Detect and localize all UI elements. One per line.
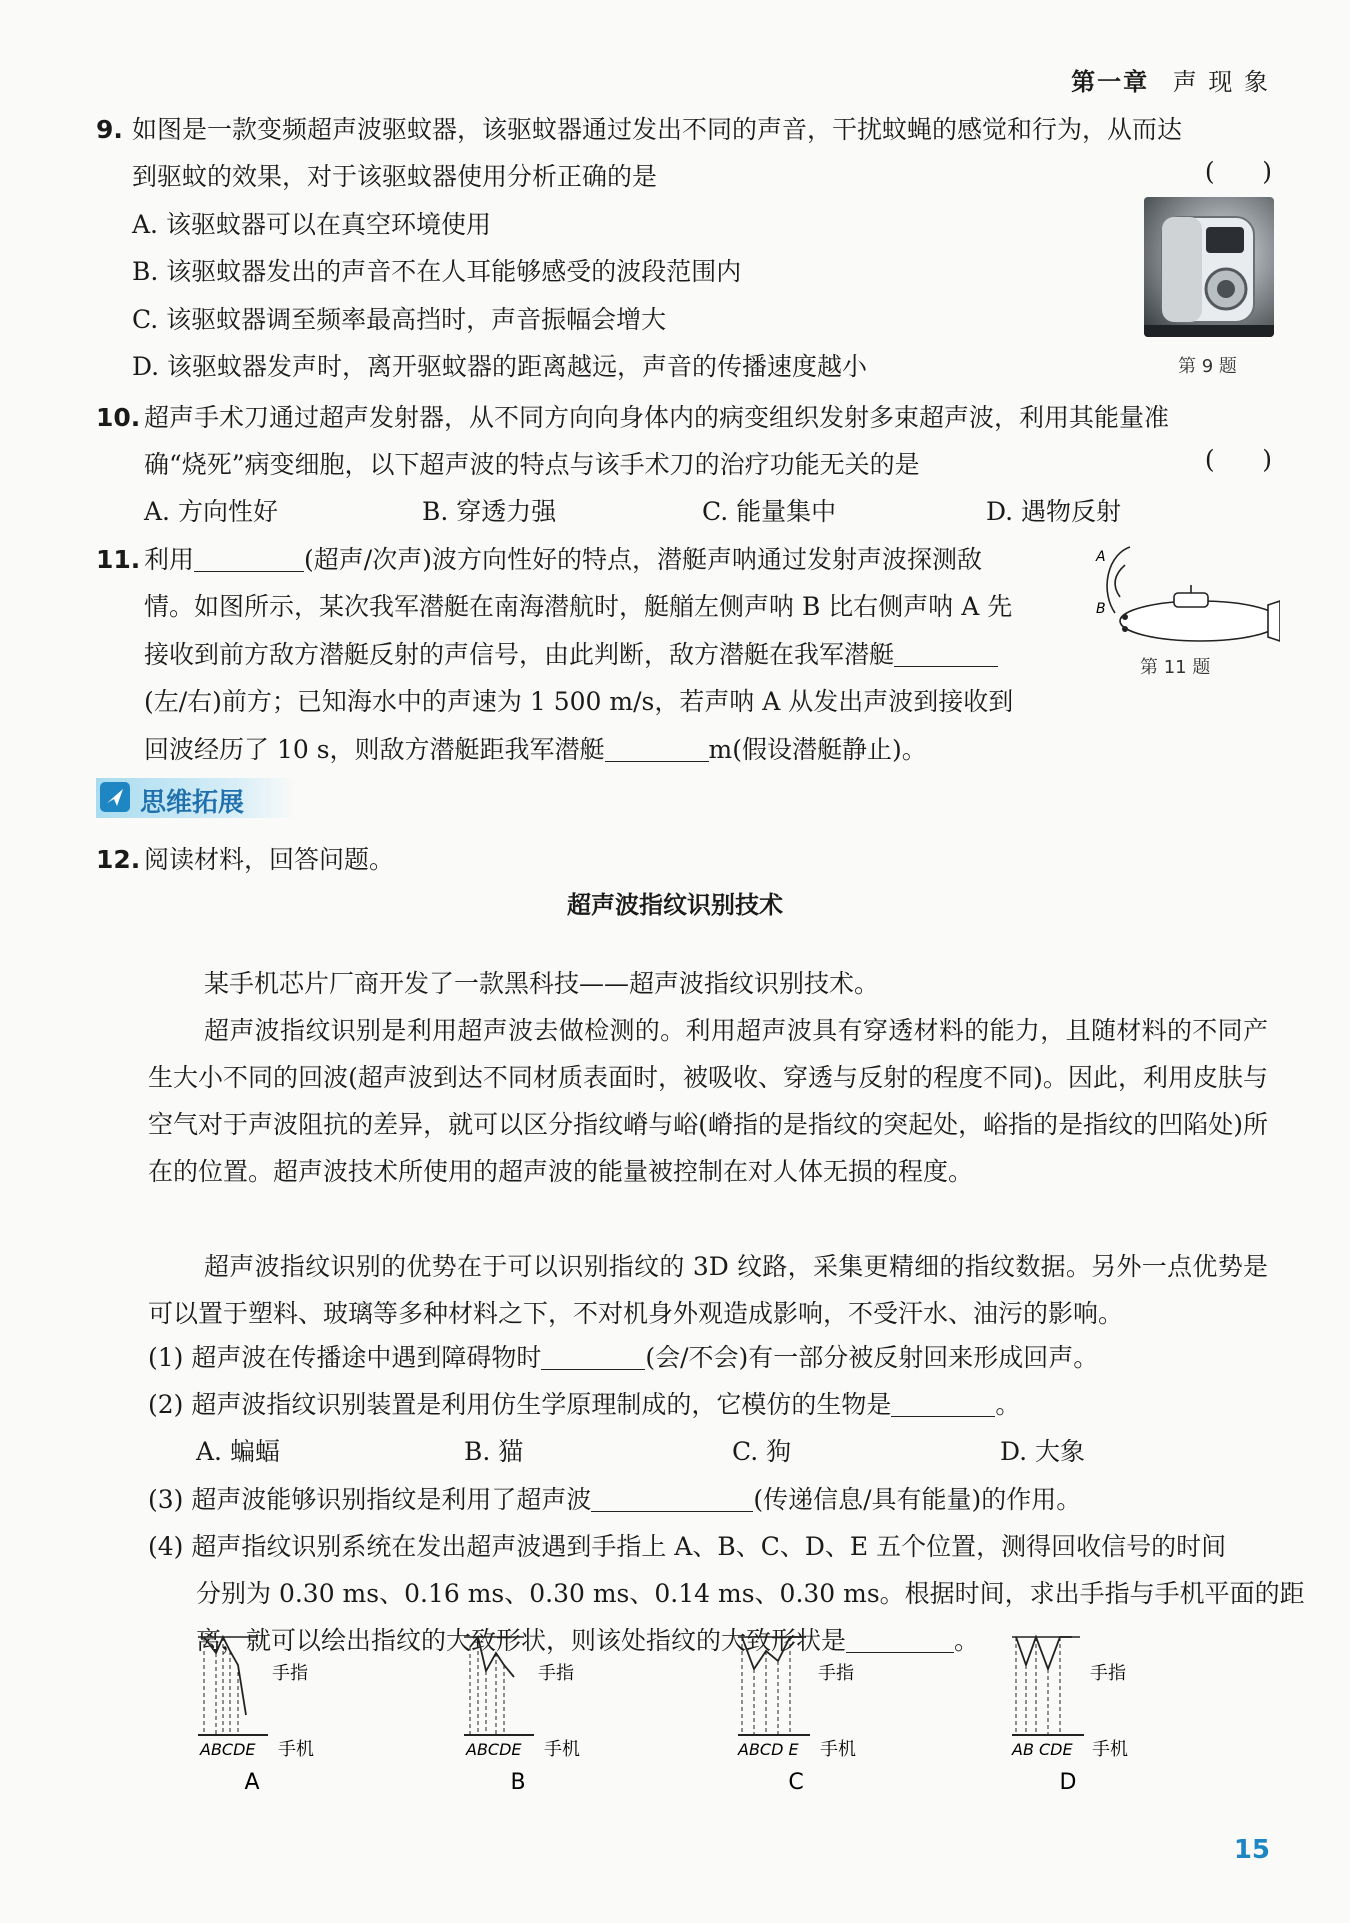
figure-b-option-letter: B (510, 1770, 526, 1795)
section-title: 思维拓展 (140, 788, 245, 818)
q12-intro-text: 阅读材料，回答问题。 (144, 845, 395, 874)
q12-sub2-option-c: C. 狗 (732, 1437, 792, 1466)
sonar-label-b: B (1096, 601, 1106, 617)
q12-intro (96, 840, 394, 876)
q9-line2: 到驱蚊的效果，对于该驱蚊器使用分析正确的是 (132, 162, 658, 191)
q10-number: 10. (96, 403, 141, 432)
q12-sub1-text-a: (1) 超声波在传播途中遇到障碍物时 (148, 1343, 542, 1372)
chapter-title: 声 现 象 (1172, 68, 1270, 96)
q9-number: 9. (96, 115, 123, 144)
q11-line3 (144, 635, 998, 671)
q9-answer-paren: ( ) (1204, 157, 1272, 186)
q10-text1: 超声手术刀通过超声发射器，从不同方向向身体内的病变组织发射多束超声波，利用其能量准 (144, 403, 1170, 432)
sonar-wave-inner (1115, 565, 1125, 597)
q10-option-b: B. 穿透力强 (422, 497, 557, 526)
figure-a-finger-label: 手指 (272, 1663, 308, 1684)
chapter-label: 第一章 (1071, 68, 1150, 96)
q12-sub3-text-a: (3) 超声波能够识别指纹是利用了超声波 (148, 1485, 592, 1514)
figure-b-phone-label: 手机 (544, 1739, 580, 1760)
q12-number: 12. (96, 845, 141, 874)
q11-line4: (左/右)前方；已知海水中的声速为 1 500 m/s，若声呐 A 从发出声波到接收到 (144, 687, 1014, 716)
figure-d-finger-label: 手指 (1090, 1663, 1126, 1684)
q12-sub2-option-a: A. 蝙蝠 (196, 1437, 280, 1466)
q12-blank-3[interactable] (591, 1485, 753, 1512)
page-number: 15 (1233, 1835, 1270, 1865)
figure-c-option-letter: C (788, 1770, 804, 1795)
q11-blank-3[interactable] (605, 735, 709, 762)
q11-text1a: 利用 (144, 545, 195, 574)
q9-option-c: C. 该驱蚊器调至频率最高挡时，声音振幅会增大 (132, 305, 667, 334)
figure-b (464, 1637, 580, 1795)
section-banner (96, 778, 296, 818)
q12-sub4-line2: 分别为 0.30 ms、0.16 ms、0.30 ms、0.14 ms、0.30 ms。根据时间，求出手指与手机平面的距 (196, 1579, 1305, 1608)
fingerprint-figures (190, 1625, 1290, 1810)
q9-option-d: D. 该驱蚊器发声时，离开驱蚊器的距离越远，声音的传播速度越小 (132, 352, 868, 381)
q11-figure-caption: 第 11 题 (1140, 657, 1211, 678)
q12-sub1-text-b: (会/不会)有一部分被反射回来形成回声。 (645, 1343, 1099, 1372)
article-paragraph-1: 某手机芯片厂商开发了一款黑科技——超声波指纹识别技术。 (204, 969, 880, 998)
figure-c (737, 1637, 856, 1795)
figure-c-points: ABCD E (738, 1740, 799, 1759)
article-paragraph-2: 超声波指纹识别是利用超声波去做检测的。利用超声波具有穿透材料的能力，且随材料的不同产生大小不同的回波(超声波到达不同材质表面时，被吸收、穿透与反射的程度不同)。因此，利用皮肤与空气对于声波阻抗的差异，就可以区分指纹嵴与峪(嵴指的是指纹的突起处，峪指的是指纹的凹陷处)所在的位置。超声波技术所使用的超声波的能量被控制在对人体无损的程度。 (148, 1016, 1268, 1186)
submarine-diagram (1070, 535, 1280, 655)
q11-text1b: (超声/次声)波方向性好的特点，潜艇声呐通过发射声波探测敌 (304, 545, 982, 574)
sonar-a-point (1122, 626, 1128, 632)
mosquito-repeller-image (1144, 197, 1274, 337)
thinking-expansion-icon (100, 782, 130, 812)
q12-sub4-text-b: 。 (954, 1626, 980, 1655)
q12-sub3 (148, 1480, 1081, 1516)
q10-line1 (96, 398, 1169, 434)
figure-c-finger-label: 手指 (818, 1663, 854, 1684)
q12-sub2-text-b: 。 (995, 1390, 1021, 1419)
q12-blank-2[interactable] (891, 1390, 995, 1417)
figure-d-points: AB CDE (1012, 1740, 1073, 1759)
q10-option-c: C. 能量集中 (702, 497, 837, 526)
q12-sub4-text-a: 离，就可以绘出指纹的大致形状，则该处指纹的大致形状是 (196, 1626, 847, 1655)
article-paragraph-3: 超声波指纹识别的优势在于可以识别指纹的 3D 纹路，采集更精细的指纹数据。另外一点优势是可以置于塑料、玻璃等多种材料之下，不对机身外观造成影响，不受汗水、油污的影响。 (148, 1252, 1268, 1328)
figure-d (1011, 1637, 1128, 1795)
q11-blank-2[interactable] (894, 640, 998, 667)
submarine-tower (1174, 593, 1208, 607)
sonar-label-a: A (1096, 549, 1106, 565)
q12-sub1 (148, 1338, 1098, 1374)
q12-sub3-text-b: (传递信息/具有能量)的作用。 (753, 1485, 1082, 1514)
q10-answer-paren: ( ) (1204, 445, 1272, 474)
q12-sub2-option-d: D. 大象 (1000, 1437, 1086, 1466)
figure-c-phone-label: 手机 (820, 1739, 856, 1760)
q11-line1 (96, 540, 982, 576)
q12-sub2-option-b: B. 猫 (464, 1437, 524, 1466)
figure-a-points: ABCDE (200, 1740, 256, 1759)
chapter-header (1071, 62, 1270, 97)
q11-number: 11. (96, 545, 141, 574)
mosquito-repeller-photo (1144, 197, 1274, 337)
sonar-b-point (1122, 614, 1128, 620)
figure-a-phone-label: 手机 (278, 1739, 314, 1760)
q9-option-b: B. 该驱蚊器发出的声音不在人耳能够感受的波段范围内 (132, 257, 742, 286)
q11-blank-1[interactable] (194, 545, 304, 572)
sonar-wave-arc (1107, 547, 1130, 613)
q10-option-a: A. 方向性好 (144, 497, 278, 526)
article-title: 超声波指纹识别技术 (567, 891, 783, 919)
q11-line2: 情。如图所示，某次我军潜艇在南海潜航时，艇艏左侧声呐 B 比右侧声呐 A 先 (144, 592, 1013, 621)
q11-text5b: m(假设潜艇静止)。 (708, 735, 927, 764)
q11-text3: 接收到前方敌方潜艇反射的声信号，由此判断，敌方潜艇在我军潜艇 (144, 640, 895, 669)
q9-option-a: A. 该驱蚊器可以在真空环境使用 (132, 210, 491, 239)
q11-line5 (144, 730, 927, 766)
figure-d-option-letter: D (1059, 1770, 1077, 1795)
q12-sub2-text-a: (2) 超声波指纹识别装置是利用仿生学原理制成的，它模仿的生物是 (148, 1390, 892, 1419)
submarine-propeller (1268, 601, 1280, 641)
q12-blank-1[interactable] (541, 1343, 645, 1370)
figure-a (198, 1637, 314, 1795)
q9-figure-caption: 第 9 题 (1178, 356, 1237, 377)
q10-option-d: D. 遇物反射 (986, 497, 1122, 526)
figure-d-phone-label: 手机 (1092, 1739, 1128, 1760)
figure-b-points: ABCDE (466, 1740, 522, 1759)
figure-a-option-letter: A (244, 1770, 260, 1795)
q9-line1 (96, 110, 1182, 146)
q10-line2: 确“烧死”病变细胞，以下超声波的特点与该手术刀的治疗功能无关的是 (144, 450, 920, 479)
q11-text5a: 回波经历了 10 s，则敌方潜艇距我军潜艇 (144, 735, 605, 764)
q12-sub2 (148, 1385, 1020, 1421)
figure-b-finger-label: 手指 (538, 1663, 574, 1684)
q12-sub4-line1: (4) 超声指纹识别系统在发出超声波遇到手指上 A、B、C、D、E 五个位置，测得回收信号的时间 (148, 1532, 1227, 1561)
q9-text1: 如图是一款变频超声波驱蚊器，该驱蚊器通过发出不同的声音，干扰蚊蝇的感觉和行为，从而达 (132, 115, 1183, 144)
